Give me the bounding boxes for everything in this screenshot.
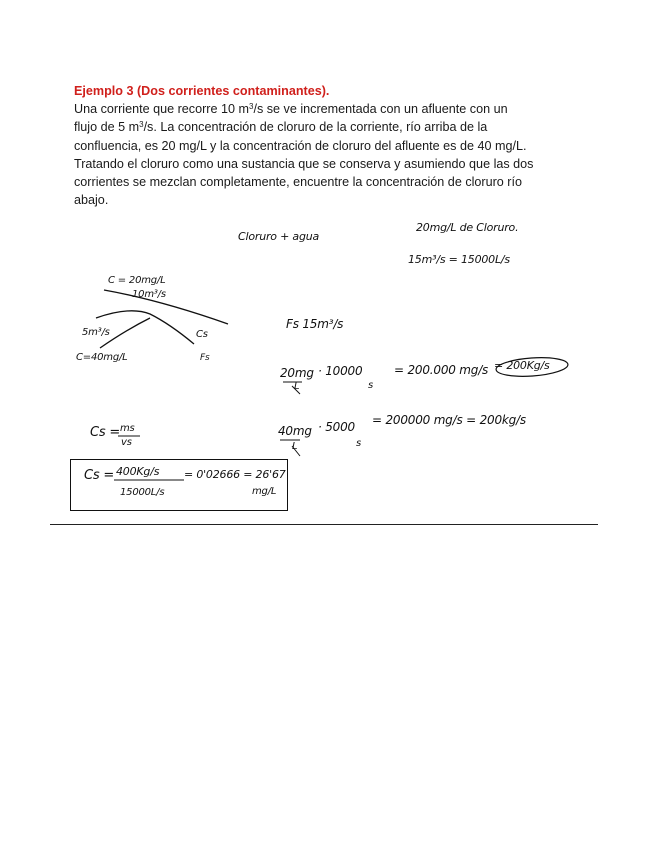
calc1-result: = 200.000 mg/s [394,363,489,377]
label-c-upstream: C = 20mg/L [108,275,166,286]
label-fs: Fs [200,353,210,363]
calc1-mid: · 10000 [318,364,363,378]
superscript-3: 3 [249,102,254,112]
calc2-mid: · 5000 [318,420,355,434]
answer-lhs: Cs = [84,468,115,483]
calc1-mid-den: s [368,380,374,391]
answer-units: mg/L [252,486,277,497]
problem-line-1-text: Una corriente que recorre 10 m [74,102,249,117]
problem-line-6: abajo. [74,193,109,208]
calc2-left: 40mg [278,424,312,438]
calc2-result: = 200000 mg/s = 200kg/s [372,413,526,427]
problem-title: Ejemplo 3 (Dos corrientes contaminantes). [74,84,330,98]
cs-formula-den: vs [121,437,132,448]
river-bank-upper [104,290,228,324]
problem-line-2-text: flujo de 5 m [74,120,140,135]
label-cs: Cs [196,329,208,340]
answer-box [70,459,288,511]
answer-den: 15000L/s [120,487,165,498]
label-q-upstream: 10m³/s [132,289,166,300]
problem-line-3: confluencia, es 20 mg/L y la concentración de cloruro del afluente es de 40 mg/L. [74,138,527,153]
answer-num: 400Kg/s [116,465,160,478]
note-concentration: 20mg/L de Cloruro. [416,221,519,234]
problem-line-2-text-b: /s. La concentración de cloruro de la corriente, río arriba de la [143,120,488,135]
note-cloruro-agua: Cloruro + agua [238,230,320,243]
section-divider [50,524,598,525]
note-flow-conversion: 15m³/s = 15000L/s [408,253,510,266]
note-fs-flow: Fs 15m³/s [286,317,344,331]
cs-formula-num: ms [120,423,135,434]
cs-formula-lhs: Cs = [90,425,121,440]
calc1-den: L [294,381,300,392]
calc2-den: L [292,441,298,452]
calc1-final: = 200Kg/s [494,359,550,372]
problem-line-4: Tratando el cloruro como una sustancia que se conserva y asumiendo que las dos [74,156,534,171]
calc2-mid-den: s [356,438,362,449]
problem-line-1-text-b: /s se ve incrementada con un afluente con un [253,102,508,117]
calc1-left: 20mg [280,366,314,380]
label-c-tributary: C=40mg/L [76,352,128,363]
answer-value: = 0'02666 = 26'67 [184,468,286,481]
river-bank-lower [96,311,194,344]
label-q-tributary: 5m³/s [82,327,110,338]
problem-line-5: corrientes se mezclan completamente, encuentre la concentración de cloruro río [74,175,523,190]
superscript-3: 3 [139,120,144,130]
